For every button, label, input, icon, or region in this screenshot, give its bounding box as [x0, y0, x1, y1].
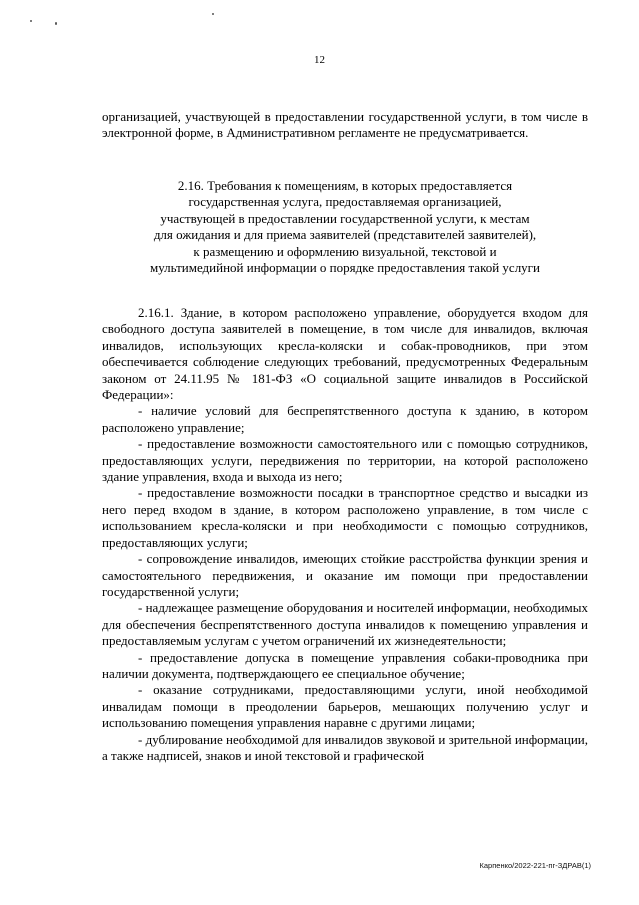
section-heading: 2.16. Требования к помещениям, в которых предоставляется государственная услуга, предоставляемая организацией, участвующей в предоставлении государственной услуги, к местам для ожидания и для приема заявителей (представителей заявителей), к размещению и оформлению визуальной, текстовой и мультимедийной информации о порядке предоставления такой услуги	[150, 178, 540, 276]
scan-speck	[55, 22, 57, 25]
section-body	[102, 305, 588, 764]
continuation-paragraph: организацией, участвующей в предоставлении государственной услуги, в том числе в электронной форме, в Административном регламенте не предусматривается.	[102, 109, 588, 141]
continuation-text	[102, 109, 588, 142]
list-item-access-conditions: - наличие условий для беспрепятственного доступа к зданию, в котором расположено управление;	[102, 403, 588, 435]
list-item-equipment: - надлежащее размещение оборудования и носителей информации, необходимых для обеспечения беспрепятственного доступа инвалидов к помещению управления и предоставляемым услугам с учетом ограничений их жизнедеятельности;	[102, 600, 588, 649]
scan-speck	[30, 20, 32, 22]
list-item-duplication: - дублирование необходимой для инвалидов звуковой и зрительной информации, а также надписей, знаков и иной текстовой и графической	[102, 731, 588, 763]
list-item-guide-dog: - предоставление допуска в помещение управления собаки-проводника при наличии документа, подтверждающего ее специальное обучение;	[102, 649, 588, 681]
list-item-staff-assistance: - оказание сотрудниками, предоставляющими услуги, иной необходимой инвалидам помощи в преодолении барьеров, мешающих получению услуг и использованию помещения управления наравне с другими лицами;	[102, 682, 588, 731]
list-item-escort: - сопровождение инвалидов, имеющих стойкие расстройства функции зрения и самостоятельного передвижения, и оказание им помощи при предоставлении государственной услуги;	[102, 551, 588, 599]
list-item-transport: - предоставление возможности посадки в транспортное средство и высадки из него перед входом в здание, в котором расположено управление, в том числе с использованием кресла-коляски и при необходимости с помощью сотрудников, предоставляющих услуги;	[102, 485, 588, 550]
list-item-movement: - предоставление возможности самостоятельного или с помощью сотрудников, предоставляющих услуги, передвижения по территории, на которой расположено здание управления, входа и выхода из него;	[102, 436, 588, 485]
page-number: 12	[314, 54, 325, 66]
paragraph-2-16-1: 2.16.1. Здание, в котором расположено управление, оборудуется входом для свободного доступа заявителей в помещение, в том числе для инвалидов, включая инвалидов, использующих кресла-коляски и собак-проводников, при этом обеспечивается соблюдение следующих требований, предусмотренных Федеральным законом от 24.11.95 № 181-ФЗ «О социальной защите инвалидов в Российской Федерации»:	[102, 305, 588, 403]
scan-speck	[212, 13, 214, 15]
document-reference: Карпенко/2022-221-пг-ЗДРАВ(1)	[479, 861, 591, 870]
